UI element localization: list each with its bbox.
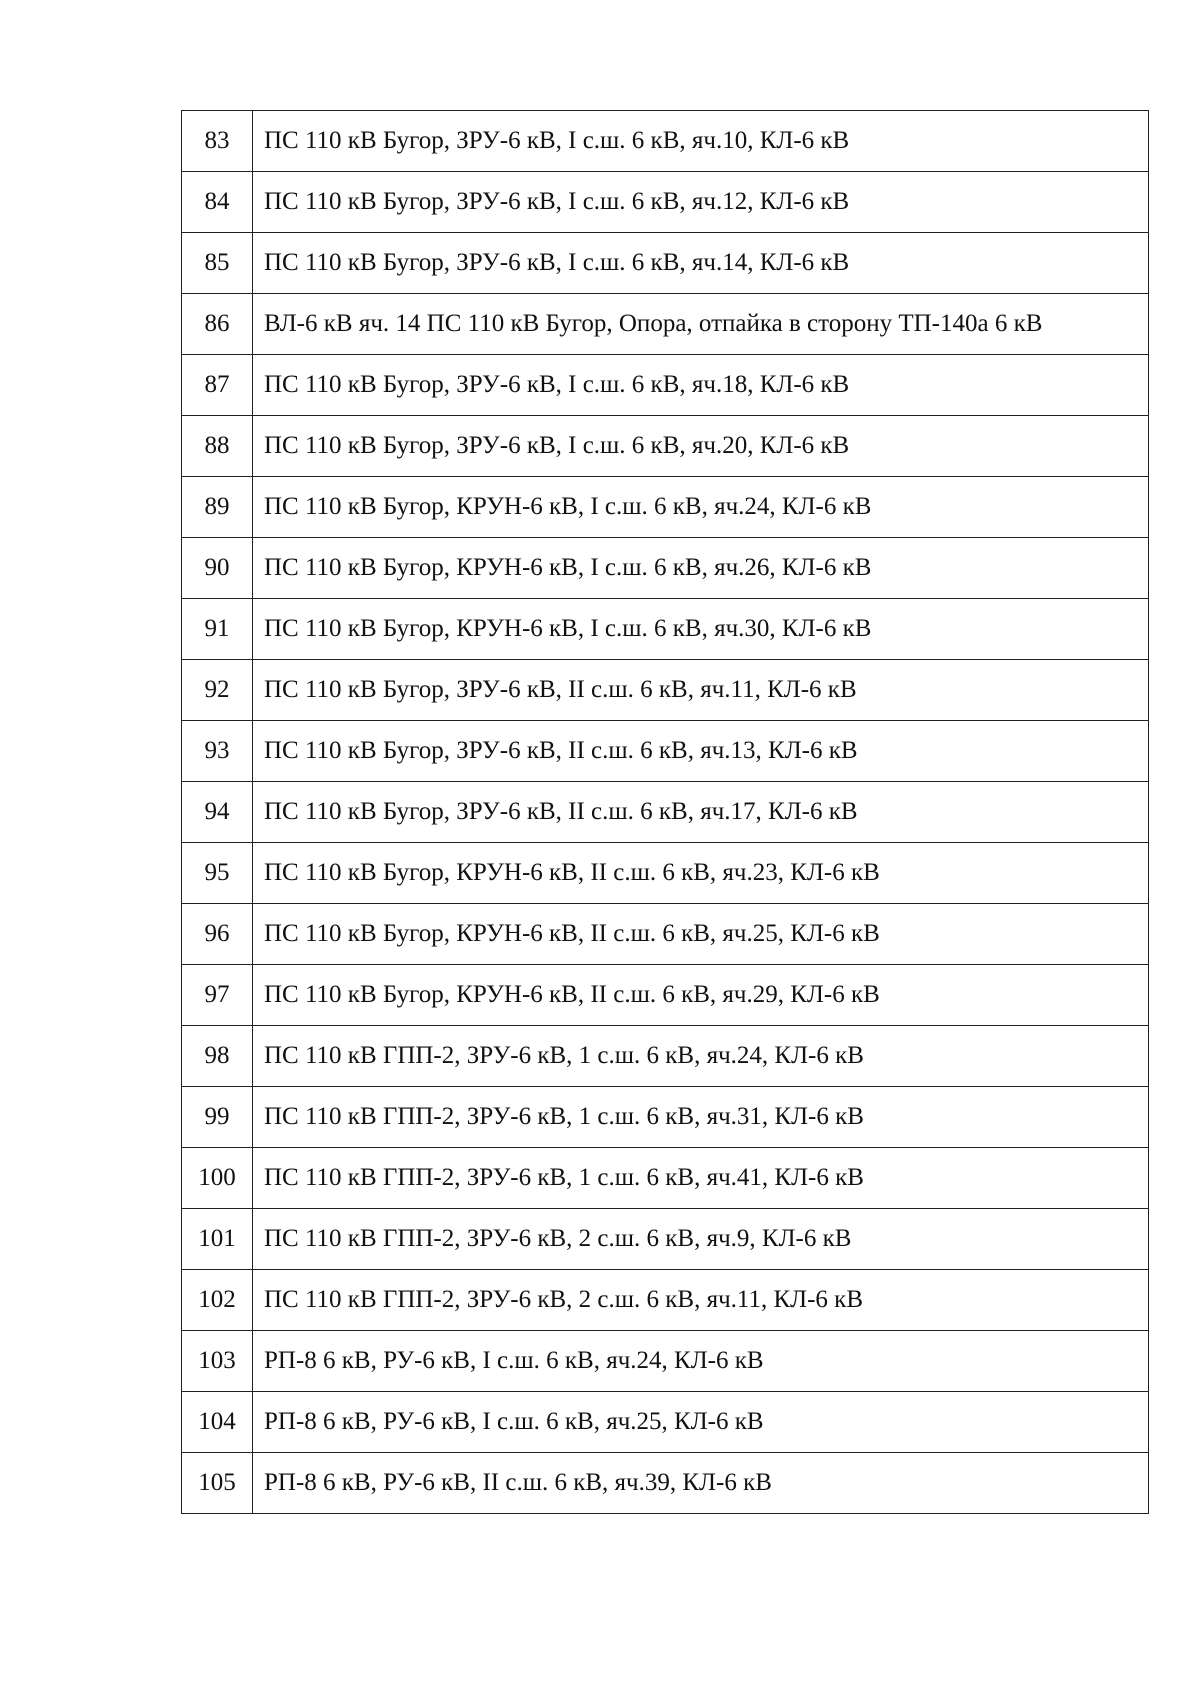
row-number: 92 [182, 660, 253, 721]
table-row [182, 294, 1149, 355]
table-row [182, 1392, 1149, 1453]
table-row [182, 660, 1149, 721]
row-number: 99 [182, 1087, 253, 1148]
table-row [182, 782, 1149, 843]
row-number: 86 [182, 294, 253, 355]
row-number: 102 [182, 1270, 253, 1331]
table-row [182, 1026, 1149, 1087]
row-description: ПС 110 кВ Бугор, ЗРУ-6 кВ, I с.ш. 6 кВ, яч.18, КЛ-6 кВ [253, 355, 1149, 416]
row-number: 84 [182, 172, 253, 233]
row-number: 103 [182, 1331, 253, 1392]
row-number: 94 [182, 782, 253, 843]
row-description: ПС 110 кВ Бугор, КРУН-6 кВ, II с.ш. 6 кВ, яч.25, КЛ-6 кВ [253, 904, 1149, 965]
table-row [182, 1331, 1149, 1392]
row-description: ПС 110 кВ ГПП-2, ЗРУ-6 кВ, 2 с.ш. 6 кВ, яч.9, КЛ-6 кВ [253, 1209, 1149, 1270]
table-row [182, 599, 1149, 660]
row-number: 87 [182, 355, 253, 416]
table-row [182, 1209, 1149, 1270]
row-description: ПС 110 кВ ГПП-2, ЗРУ-6 кВ, 1 с.ш. 6 кВ, яч.31, КЛ-6 кВ [253, 1087, 1149, 1148]
row-description: ПС 110 кВ Бугор, ЗРУ-6 кВ, II с.ш. 6 кВ, яч.13, КЛ-6 кВ [253, 721, 1149, 782]
row-description: ПС 110 кВ Бугор, КРУН-6 кВ, I с.ш. 6 кВ, яч.24, КЛ-6 кВ [253, 477, 1149, 538]
row-number: 101 [182, 1209, 253, 1270]
row-description: ПС 110 кВ Бугор, КРУН-6 кВ, II с.ш. 6 кВ, яч.23, КЛ-6 кВ [253, 843, 1149, 904]
table-row [182, 904, 1149, 965]
row-description: ВЛ-6 кВ яч. 14 ПС 110 кВ Бугор, Опора, отпайка в сторону ТП-140а 6 кВ [253, 294, 1149, 355]
row-description: ПС 110 кВ Бугор, ЗРУ-6 кВ, II с.ш. 6 кВ, яч.11, КЛ-6 кВ [253, 660, 1149, 721]
row-number: 104 [182, 1392, 253, 1453]
table-row [182, 1087, 1149, 1148]
row-description: ПС 110 кВ Бугор, ЗРУ-6 кВ, I с.ш. 6 кВ, яч.10, КЛ-6 кВ [253, 111, 1149, 172]
row-number: 95 [182, 843, 253, 904]
table-row [182, 1148, 1149, 1209]
row-number: 97 [182, 965, 253, 1026]
table-row [182, 843, 1149, 904]
row-number: 89 [182, 477, 253, 538]
row-description: ПС 110 кВ Бугор, ЗРУ-6 кВ, I с.ш. 6 кВ, яч.12, КЛ-6 кВ [253, 172, 1149, 233]
row-description: ПС 110 кВ Бугор, КРУН-6 кВ, I с.ш. 6 кВ, яч.30, КЛ-6 кВ [253, 599, 1149, 660]
table-row [182, 233, 1149, 294]
row-number: 83 [182, 111, 253, 172]
row-description: ПС 110 кВ Бугор, ЗРУ-6 кВ, I с.ш. 6 кВ, яч.14, КЛ-6 кВ [253, 233, 1149, 294]
table-row [182, 1270, 1149, 1331]
row-description: ПС 110 кВ Бугор, КРУН-6 кВ, II с.ш. 6 кВ, яч.29, КЛ-6 кВ [253, 965, 1149, 1026]
row-description: РП-8 6 кВ, РУ-6 кВ, II с.ш. 6 кВ, яч.39, КЛ-6 кВ [253, 1453, 1149, 1514]
table-row [182, 1453, 1149, 1514]
table-row [182, 477, 1149, 538]
table-row [182, 355, 1149, 416]
table-row [182, 538, 1149, 599]
table-row [182, 111, 1149, 172]
row-description: ПС 110 кВ ГПП-2, ЗРУ-6 кВ, 2 с.ш. 6 кВ, яч.11, КЛ-6 кВ [253, 1270, 1149, 1331]
row-description: ПС 110 кВ Бугор, КРУН-6 кВ, I с.ш. 6 кВ, яч.26, КЛ-6 кВ [253, 538, 1149, 599]
table-row [182, 416, 1149, 477]
row-description: РП-8 6 кВ, РУ-6 кВ, I с.ш. 6 кВ, яч.25, КЛ-6 кВ [253, 1392, 1149, 1453]
table-body [182, 111, 1149, 1514]
row-description: РП-8 6 кВ, РУ-6 кВ, I с.ш. 6 кВ, яч.24, КЛ-6 кВ [253, 1331, 1149, 1392]
row-number: 105 [182, 1453, 253, 1514]
row-number: 85 [182, 233, 253, 294]
objects-table [181, 110, 1149, 1514]
row-description: ПС 110 кВ ГПП-2, ЗРУ-6 кВ, 1 с.ш. 6 кВ, яч.24, КЛ-6 кВ [253, 1026, 1149, 1087]
row-number: 93 [182, 721, 253, 782]
row-number: 96 [182, 904, 253, 965]
row-number: 90 [182, 538, 253, 599]
row-number: 100 [182, 1148, 253, 1209]
table-row [182, 965, 1149, 1026]
row-number: 91 [182, 599, 253, 660]
row-number: 98 [182, 1026, 253, 1087]
row-description: ПС 110 кВ ГПП-2, ЗРУ-6 кВ, 1 с.ш. 6 кВ, яч.41, КЛ-6 кВ [253, 1148, 1149, 1209]
table-row [182, 172, 1149, 233]
row-number: 88 [182, 416, 253, 477]
table-row [182, 721, 1149, 782]
row-description: ПС 110 кВ Бугор, ЗРУ-6 кВ, I с.ш. 6 кВ, яч.20, КЛ-6 кВ [253, 416, 1149, 477]
row-description: ПС 110 кВ Бугор, ЗРУ-6 кВ, II с.ш. 6 кВ, яч.17, КЛ-6 кВ [253, 782, 1149, 843]
